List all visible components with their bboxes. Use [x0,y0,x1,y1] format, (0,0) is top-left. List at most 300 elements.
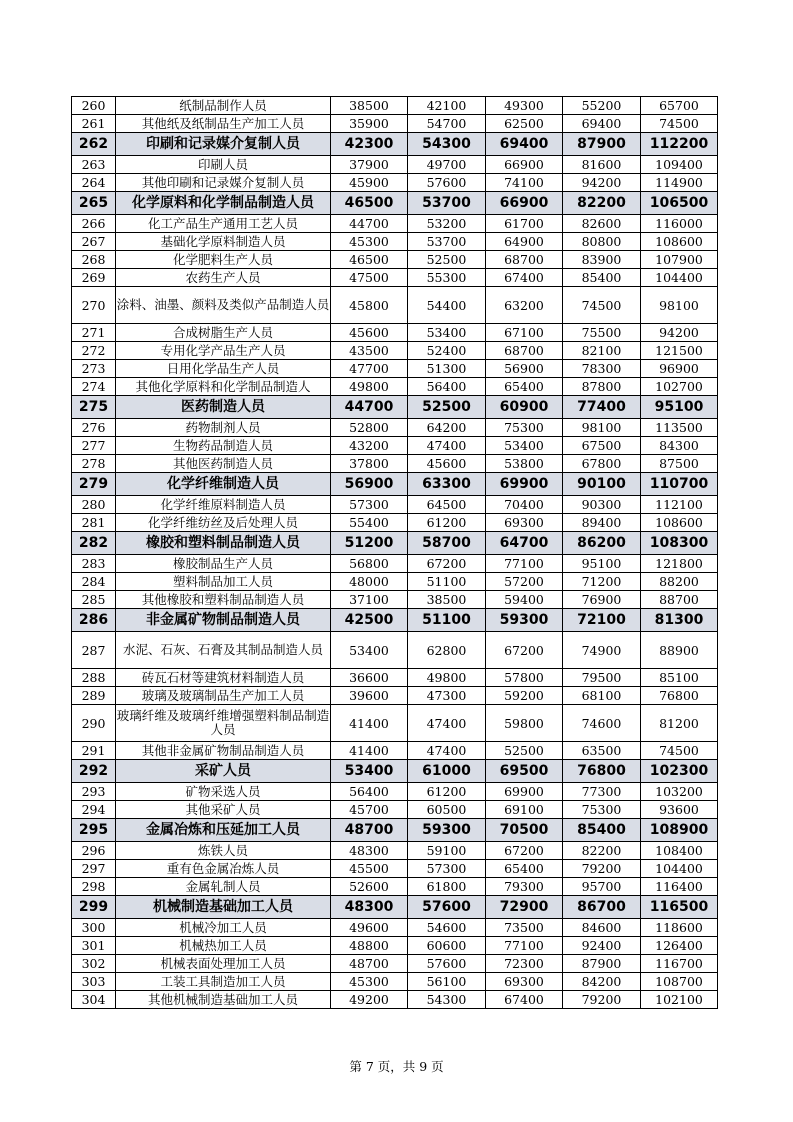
table-row [72,860,718,878]
salary-value: 49600 [331,919,408,937]
row-number: 298 [72,878,116,896]
occupation-name: 化学纤维纺丝及后处理人员 [116,514,331,532]
salary-value: 57600 [408,174,486,192]
table-row [72,514,718,532]
salary-value: 67400 [486,269,563,287]
table-row [72,991,718,1009]
salary-value: 70500 [486,819,563,842]
occupation-name: 农药生产人员 [116,269,331,287]
table-row [72,269,718,287]
row-number: 270 [72,287,116,324]
salary-value: 102300 [641,760,718,783]
salary-value: 43200 [331,437,408,455]
occupation-name: 其他非金属矿物制品制造人员 [116,742,331,760]
row-number: 264 [72,174,116,192]
occupation-name: 机械热加工人员 [116,937,331,955]
salary-value: 67800 [563,455,641,473]
salary-value: 87900 [563,955,641,973]
row-number: 281 [72,514,116,532]
occupation-name: 机械制造基础加工人员 [116,896,331,919]
row-number: 291 [72,742,116,760]
occupation-name: 涂料、油墨、颜料及类似产品制造人员 [116,287,331,324]
row-number: 296 [72,842,116,860]
salary-value: 52500 [408,251,486,269]
salary-value: 67400 [486,991,563,1009]
occupation-name: 工装工具制造加工人员 [116,973,331,991]
row-number: 276 [72,419,116,437]
salary-value: 113500 [641,419,718,437]
occupation-name: 砖瓦石材等建筑材料制造人员 [116,669,331,687]
row-number: 300 [72,919,116,937]
salary-value: 41400 [331,705,408,742]
row-number: 297 [72,860,116,878]
salary-value: 66900 [486,192,563,215]
salary-value: 116400 [641,878,718,896]
salary-value: 109400 [641,156,718,174]
salary-value: 48700 [331,955,408,973]
table-row [72,287,718,324]
salary-value: 57300 [408,860,486,878]
salary-value: 79200 [563,991,641,1009]
occupation-name: 化学肥料生产人员 [116,251,331,269]
row-number: 299 [72,896,116,919]
table-row [72,687,718,705]
salary-value: 55400 [331,514,408,532]
salary-value: 126400 [641,937,718,955]
occupation-name: 采矿人员 [116,760,331,783]
row-number: 260 [72,97,116,115]
occupation-name: 纸制品制作人员 [116,97,331,115]
salary-value: 93600 [641,801,718,819]
salary-value: 69100 [486,801,563,819]
salary-value: 63300 [408,473,486,496]
salary-value: 61200 [408,783,486,801]
table-row [72,591,718,609]
salary-value: 47300 [408,687,486,705]
salary-value: 56400 [331,783,408,801]
salary-value: 51100 [408,573,486,591]
table-row [72,955,718,973]
salary-value: 48000 [331,573,408,591]
row-number: 274 [72,378,116,396]
salary-value: 69900 [486,473,563,496]
occupation-name: 其他医药制造人员 [116,455,331,473]
salary-value: 51200 [331,532,408,555]
salary-value: 67200 [486,842,563,860]
salary-value: 47700 [331,360,408,378]
row-number: 271 [72,324,116,342]
row-number: 279 [72,473,116,496]
table-row [72,705,718,742]
salary-value: 85400 [563,269,641,287]
salary-value: 121800 [641,555,718,573]
salary-value: 36600 [331,669,408,687]
occupation-name: 金属冶炼和压延加工人员 [116,819,331,842]
table-row [72,783,718,801]
table-row [72,251,718,269]
table-row [72,360,718,378]
salary-value: 82100 [563,342,641,360]
table-row [72,669,718,687]
salary-value: 75300 [486,419,563,437]
table-row [72,324,718,342]
occupation-name: 其他橡胶和塑料制品制造人员 [116,591,331,609]
salary-value: 72300 [486,955,563,973]
salary-value: 53400 [331,632,408,669]
salary-value: 52500 [486,742,563,760]
row-number: 283 [72,555,116,573]
salary-value: 114900 [641,174,718,192]
row-number: 266 [72,215,116,233]
salary-value: 48700 [331,819,408,842]
occupation-name: 医药制造人员 [116,396,331,419]
salary-value: 118600 [641,919,718,937]
salary-value: 74100 [486,174,563,192]
table-row [72,555,718,573]
row-number: 284 [72,573,116,591]
table-row [72,437,718,455]
salary-value: 65700 [641,97,718,115]
category-row [72,896,718,919]
salary-value: 70400 [486,496,563,514]
salary-value: 45300 [331,973,408,991]
salary-value: 82200 [563,192,641,215]
occupation-name: 矿物采选人员 [116,783,331,801]
salary-value: 61800 [408,878,486,896]
salary-value: 74600 [563,705,641,742]
salary-value: 49200 [331,991,408,1009]
table-row [72,215,718,233]
row-number: 304 [72,991,116,1009]
salary-value: 66900 [486,156,563,174]
salary-value: 88700 [641,591,718,609]
salary-value: 38500 [408,591,486,609]
salary-value: 116700 [641,955,718,973]
salary-value: 68700 [486,342,563,360]
row-number: 267 [72,233,116,251]
salary-value: 57300 [331,496,408,514]
category-row [72,133,718,156]
occupation-name: 合成树脂生产人员 [116,324,331,342]
salary-value: 38500 [331,97,408,115]
table-row [72,97,718,115]
salary-value: 54300 [408,133,486,156]
row-number: 265 [72,192,116,215]
salary-value: 61700 [486,215,563,233]
row-number: 273 [72,360,116,378]
row-number: 302 [72,955,116,973]
salary-value: 76800 [641,687,718,705]
salary-value: 64500 [408,496,486,514]
table-row [72,342,718,360]
salary-value: 74500 [563,287,641,324]
salary-value: 77100 [486,555,563,573]
salary-value: 82200 [563,842,641,860]
row-number: 272 [72,342,116,360]
salary-value: 85100 [641,669,718,687]
salary-value: 102700 [641,378,718,396]
occupation-name: 其他机械制造基础加工人员 [116,991,331,1009]
table-row [72,233,718,251]
salary-value: 74900 [563,632,641,669]
salary-value: 84200 [563,973,641,991]
salary-value: 112100 [641,496,718,514]
row-number: 290 [72,705,116,742]
salary-value: 37900 [331,156,408,174]
occupation-name: 专用化学产品生产人员 [116,342,331,360]
salary-value: 52400 [408,342,486,360]
salary-value: 95100 [641,396,718,419]
salary-value: 108300 [641,532,718,555]
row-number: 288 [72,669,116,687]
salary-value: 86200 [563,532,641,555]
salary-value: 55300 [408,269,486,287]
occupation-name: 橡胶制品生产人员 [116,555,331,573]
salary-value: 87800 [563,378,641,396]
salary-value: 59400 [486,591,563,609]
occupation-name: 药物制剂人员 [116,419,331,437]
row-number: 287 [72,632,116,669]
salary-value: 48300 [331,896,408,919]
salary-value: 42500 [331,609,408,632]
occupation-name: 玻璃及玻璃制品生产加工人员 [116,687,331,705]
row-number: 268 [72,251,116,269]
occupation-name: 塑料制品加工人员 [116,573,331,591]
salary-value: 56100 [408,973,486,991]
salary-value: 108400 [641,842,718,860]
salary-value: 42100 [408,97,486,115]
occupation-name: 其他化学原料和化学制品制造人 [116,378,331,396]
salary-value: 49700 [408,156,486,174]
row-number: 278 [72,455,116,473]
table-row [72,455,718,473]
salary-value: 88200 [641,573,718,591]
salary-value: 107900 [641,251,718,269]
salary-value: 74500 [641,742,718,760]
salary-value: 59800 [486,705,563,742]
salary-value: 56800 [331,555,408,573]
salary-value: 77100 [486,937,563,955]
table-row [72,496,718,514]
salary-value: 81300 [641,609,718,632]
salary-value: 83900 [563,251,641,269]
salary-value: 69400 [563,115,641,133]
salary-value: 57800 [486,669,563,687]
row-number: 277 [72,437,116,455]
salary-value: 69400 [486,133,563,156]
occupation-name: 炼铁人员 [116,842,331,860]
salary-value: 52800 [331,419,408,437]
table-row [72,973,718,991]
salary-value: 116000 [641,215,718,233]
salary-value: 45900 [331,174,408,192]
salary-value: 108700 [641,973,718,991]
row-number: 269 [72,269,116,287]
row-number: 282 [72,532,116,555]
row-number: 275 [72,396,116,419]
salary-value: 67200 [408,555,486,573]
table-row [72,378,718,396]
occupation-name: 日用化学品生产人员 [116,360,331,378]
occupation-name: 其他印刷和记录媒介复制人员 [116,174,331,192]
salary-value: 77400 [563,396,641,419]
salary-value: 74500 [641,115,718,133]
salary-value: 45500 [331,860,408,878]
table-row [72,419,718,437]
salary-value: 54400 [408,287,486,324]
salary-value: 90100 [563,473,641,496]
salary-value: 85400 [563,819,641,842]
salary-value: 96900 [641,360,718,378]
salary-value: 53700 [408,233,486,251]
salary-value: 63200 [486,287,563,324]
salary-value: 71200 [563,573,641,591]
salary-value: 77300 [563,783,641,801]
salary-value: 87900 [563,133,641,156]
salary-value: 73500 [486,919,563,937]
salary-value: 98100 [563,419,641,437]
salary-value: 65400 [486,378,563,396]
table-row [72,174,718,192]
table-row [72,801,718,819]
row-number: 280 [72,496,116,514]
salary-value: 58700 [408,532,486,555]
salary-value: 84300 [641,437,718,455]
salary-value: 81600 [563,156,641,174]
salary-value: 86700 [563,896,641,919]
salary-value: 44700 [331,215,408,233]
salary-value: 61200 [408,514,486,532]
occupation-name: 橡胶和塑料制品制造人员 [116,532,331,555]
occupation-name: 机械表面处理加工人员 [116,955,331,973]
salary-value: 45700 [331,801,408,819]
salary-value: 75300 [563,801,641,819]
salary-value: 51300 [408,360,486,378]
salary-value: 56900 [486,360,563,378]
salary-value: 62500 [486,115,563,133]
salary-value: 47400 [408,705,486,742]
salary-value: 89400 [563,514,641,532]
salary-value: 54600 [408,919,486,937]
row-number: 286 [72,609,116,632]
occupation-name: 印刷和记录媒介复制人员 [116,133,331,156]
salary-value: 35900 [331,115,408,133]
occupation-name: 印刷人员 [116,156,331,174]
salary-value: 78300 [563,360,641,378]
salary-value: 47400 [408,742,486,760]
salary-value: 53400 [408,324,486,342]
category-row [72,396,718,419]
table-row [72,842,718,860]
category-row [72,532,718,555]
table-body [72,97,718,1009]
salary-value: 64200 [408,419,486,437]
salary-value: 39600 [331,687,408,705]
occupation-name: 非金属矿物制品制造人员 [116,609,331,632]
salary-value: 79500 [563,669,641,687]
salary-value: 37800 [331,455,408,473]
salary-value: 67100 [486,324,563,342]
salary-value: 76800 [563,760,641,783]
salary-value: 102100 [641,991,718,1009]
salary-value: 65400 [486,860,563,878]
salary-value: 37100 [331,591,408,609]
salary-value: 47400 [408,437,486,455]
salary-value: 55200 [563,97,641,115]
salary-value: 68700 [486,251,563,269]
salary-value: 108600 [641,514,718,532]
salary-value: 81200 [641,705,718,742]
table-row [72,742,718,760]
category-row [72,473,718,496]
salary-value: 103200 [641,783,718,801]
salary-value: 90300 [563,496,641,514]
salary-value: 79300 [486,878,563,896]
salary-value: 62800 [408,632,486,669]
row-number: 303 [72,973,116,991]
salary-value: 87500 [641,455,718,473]
salary-value: 41400 [331,742,408,760]
salary-value: 61000 [408,760,486,783]
salary-value: 63500 [563,742,641,760]
salary-value: 121500 [641,342,718,360]
salary-value: 52600 [331,878,408,896]
salary-value: 53800 [486,455,563,473]
salary-value: 53400 [331,760,408,783]
salary-value: 59100 [408,842,486,860]
occupation-name: 机械冷加工人员 [116,919,331,937]
salary-value: 56400 [408,378,486,396]
salary-value: 48800 [331,937,408,955]
salary-value: 84600 [563,919,641,937]
salary-value: 57600 [408,896,486,919]
salary-value: 47500 [331,269,408,287]
salary-value: 69300 [486,973,563,991]
salary-value: 75500 [563,324,641,342]
row-number: 293 [72,783,116,801]
salary-value: 76900 [563,591,641,609]
salary-value: 53700 [408,192,486,215]
occupation-name: 化学纤维制造人员 [116,473,331,496]
page-footer: 第 7 页，共 9 页 [349,1059,444,1074]
salary-value: 69300 [486,514,563,532]
salary-value: 53200 [408,215,486,233]
table-row [72,115,718,133]
salary-value: 94200 [563,174,641,192]
category-row [72,819,718,842]
salary-value: 46500 [331,251,408,269]
salary-value: 79200 [563,860,641,878]
salary-value: 95700 [563,878,641,896]
salary-value: 44700 [331,396,408,419]
salary-value: 42300 [331,133,408,156]
occupation-name: 化学纤维原料制造人员 [116,496,331,514]
salary-value: 45300 [331,233,408,251]
salary-value: 60900 [486,396,563,419]
salary-value: 67500 [563,437,641,455]
row-number: 301 [72,937,116,955]
salary-value: 95100 [563,555,641,573]
occupation-name: 玻璃纤维及玻璃纤维增强塑料制品制造人员 [116,705,331,742]
row-number: 294 [72,801,116,819]
salary-value: 56900 [331,473,408,496]
row-number: 263 [72,156,116,174]
salary-value: 110700 [641,473,718,496]
salary-value: 106500 [641,192,718,215]
table-row [72,632,718,669]
salary-value: 43500 [331,342,408,360]
salary-value: 49300 [486,97,563,115]
